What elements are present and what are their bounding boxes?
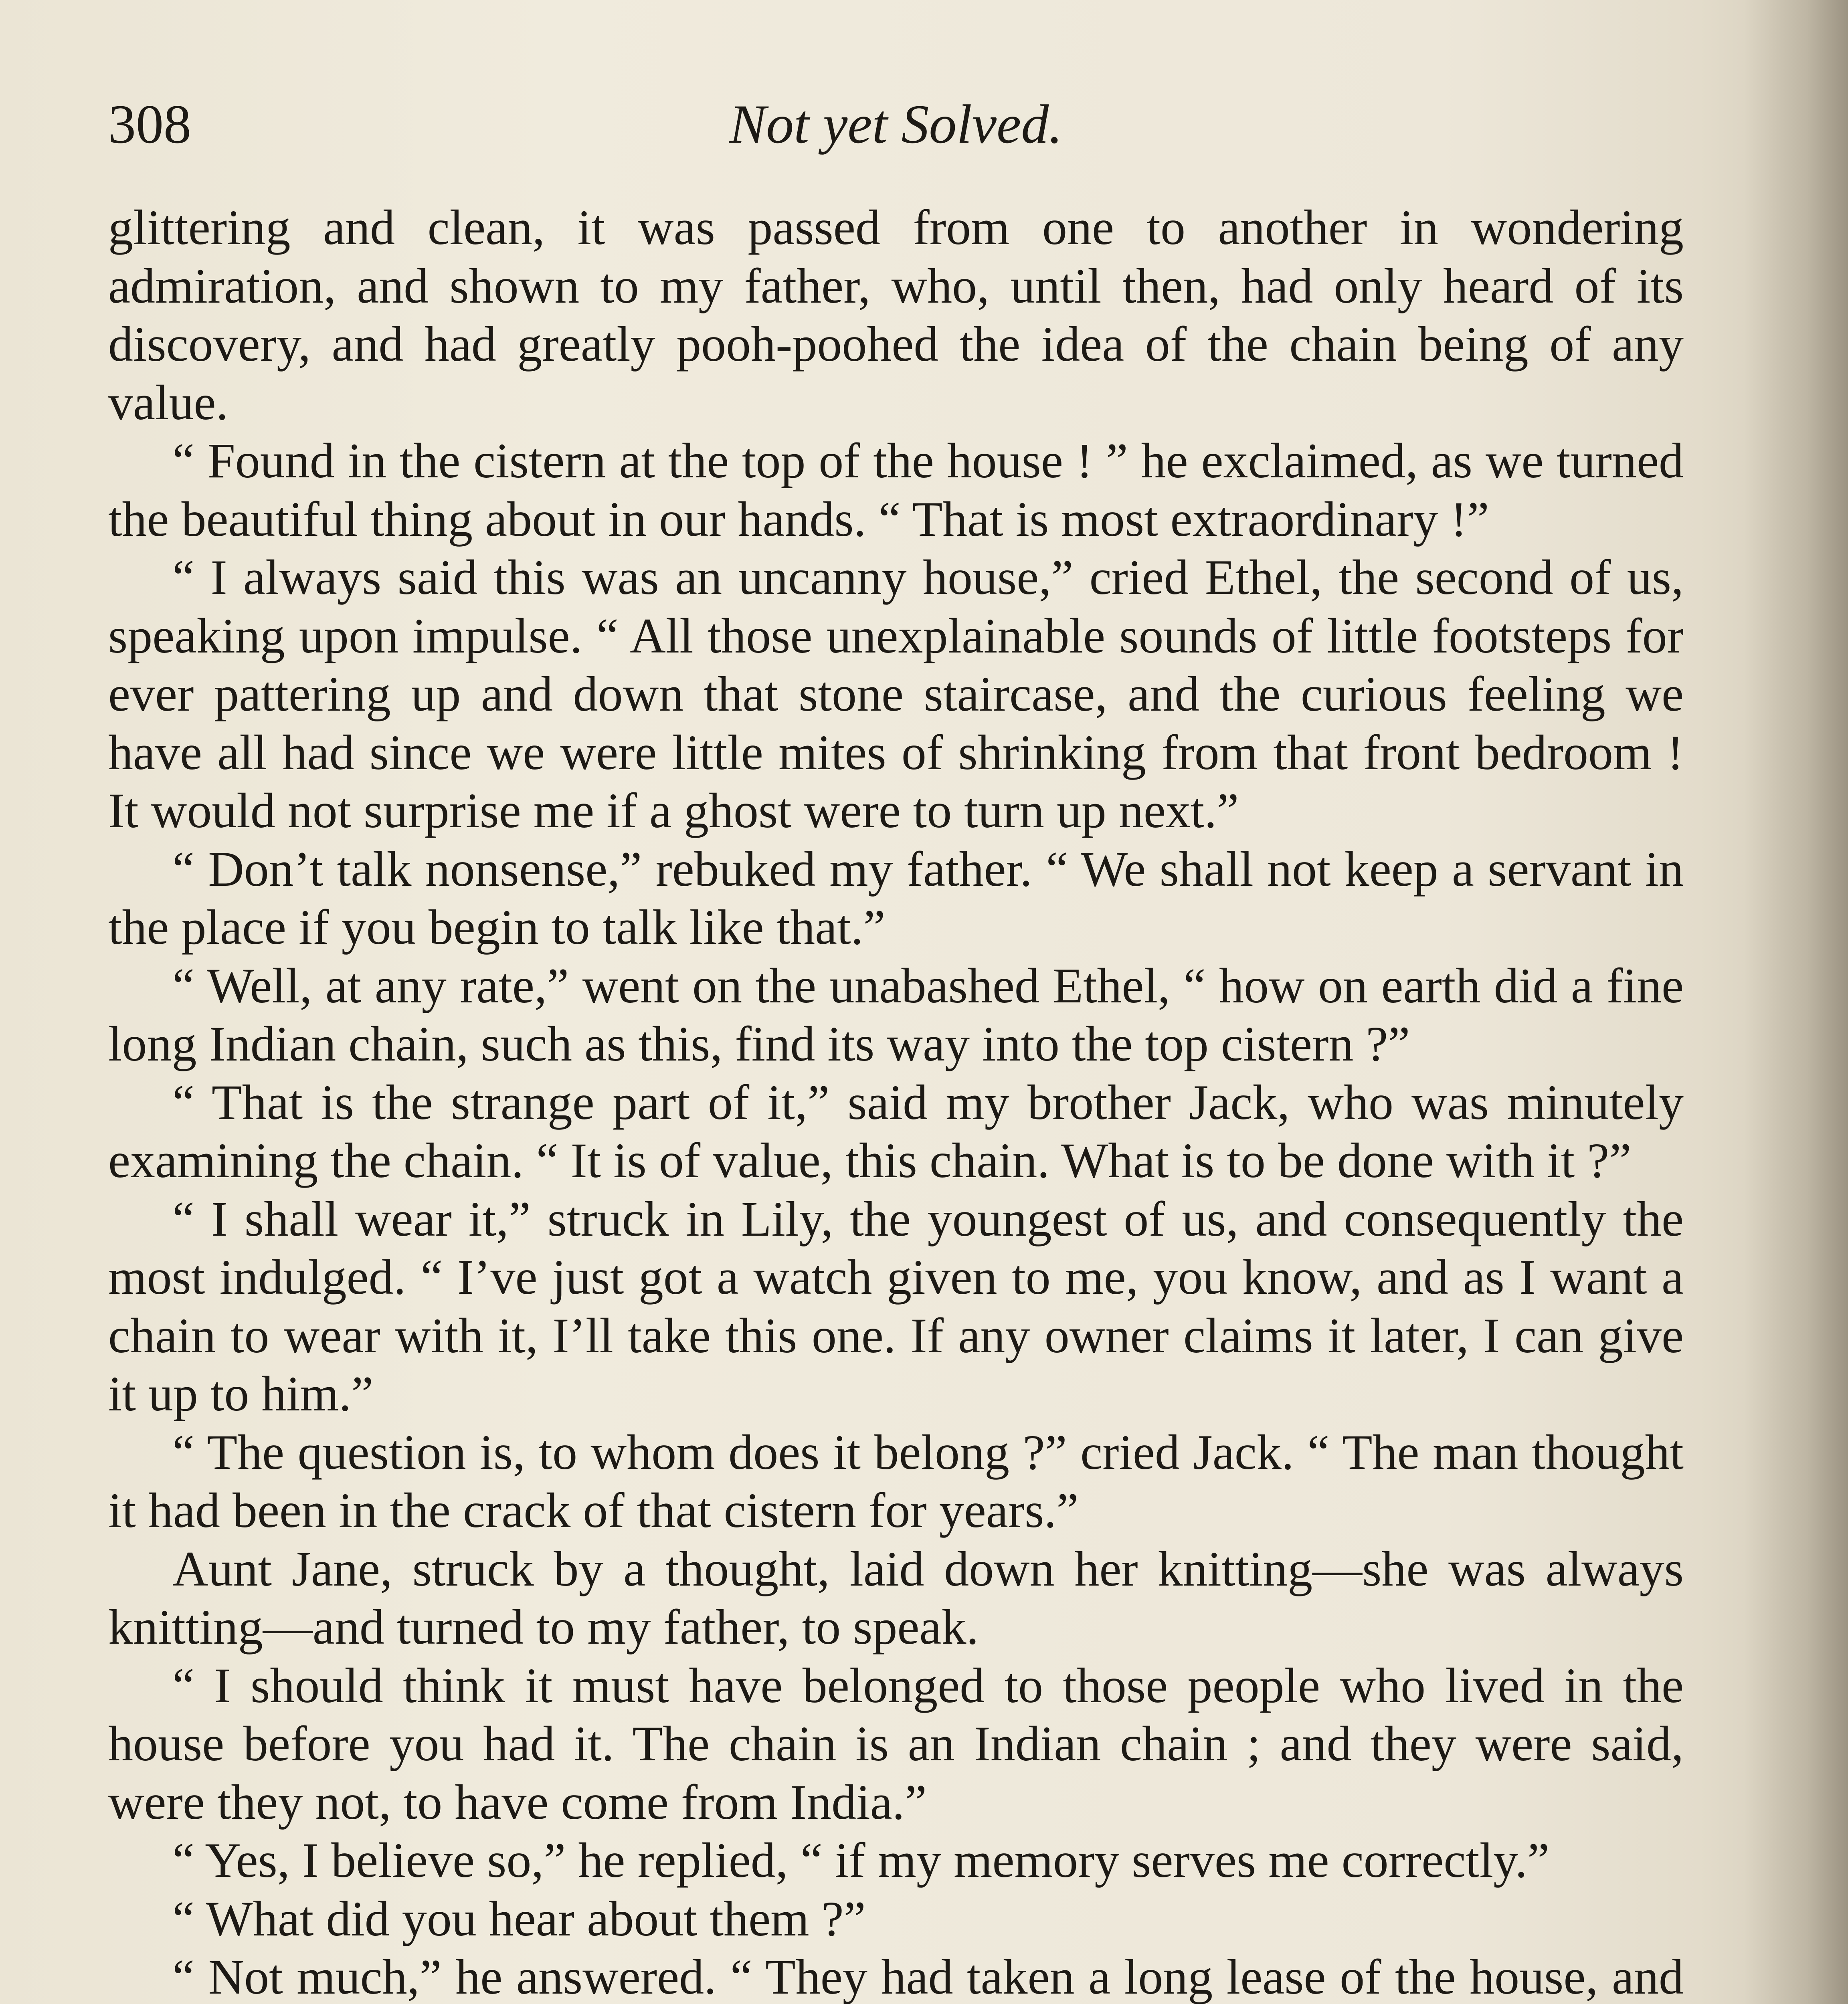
paragraph: “ That is the strange part of it,” said my brother Jack, who was minutely examining the chain. “ It is of value, this chain. What is to be done with it ?” xyxy=(108,1075,1684,1188)
paragraph: “ Found in the cistern at the top of the house ! ” he exclaimed, as we turned the beautiful thing about in our hands. “ That is most extraordinary !” xyxy=(108,433,1684,547)
paragraph: “ The question is, to whom does it belong ?” cried Jack. “ The man thought it had been in the crack of that cistern for years.” xyxy=(108,1424,1684,1538)
paragraph: “ Well, at any rate,” went on the unabashed Ethel, “ how on earth did a fine long Indian chain, such as this, find its way into the top cistern ?” xyxy=(108,958,1684,1071)
page-number: 308 xyxy=(108,93,191,155)
running-title: Not yet Solved. xyxy=(729,93,1063,155)
paragraph: Aunt Jane, struck by a thought, laid down her knitting—she was always knitting—and turned to my father, to speak. xyxy=(108,1541,1684,1655)
page-header xyxy=(108,92,1684,172)
body-text xyxy=(108,198,1684,2004)
paragraph: “ Yes, I believe so,” he replied, “ if my memory serves me correctly.” xyxy=(172,1833,1550,1888)
paragraph: “ What did you hear about them ?” xyxy=(172,1891,866,1946)
paragraph: “ I should think it must have belonged to those people who lived in the house before you had it. The chain is an Indian chain ; and they were said, were they not, to have come from India.” xyxy=(108,1658,1684,1830)
page-edge-shadow xyxy=(1744,0,1848,2004)
paragraph: “ I shall wear it,” struck in Lily, the youngest of us, and consequently the most indulged. “ I’ve just got a watch given to me, you know, and as I want a chain to wear with it, I’ll take this one. If any owner claims it later, I can give it up to him.” xyxy=(108,1191,1684,1421)
paragraph: “ I always said this was an uncanny house,” cried Ethel, the second of us, speaking upon impulse. “ All those unexplainable sounds of little footsteps for ever pattering up and down that stone staircase, and the curious feeling we have all had since we were little mites of shrinking from that front bedroom ! It would not surprise me if a ghost were to turn up next.” xyxy=(108,550,1684,838)
paragraph: “ Don’t talk nonsense,” rebuked my father. “ We shall not keep a servant in the place if you begin to talk like that.” xyxy=(108,841,1684,955)
paragraph: “ Not much,” he answered. “ They had taken a long lease of the house, and xyxy=(172,1949,1684,2004)
paragraph: glittering and clean, it was passed from one to another in wondering admiration, and shown to my father, who, until then, had only heard of its discovery, and had greatly pooh-poohed the idea of the chain being of any value. xyxy=(108,200,1684,430)
